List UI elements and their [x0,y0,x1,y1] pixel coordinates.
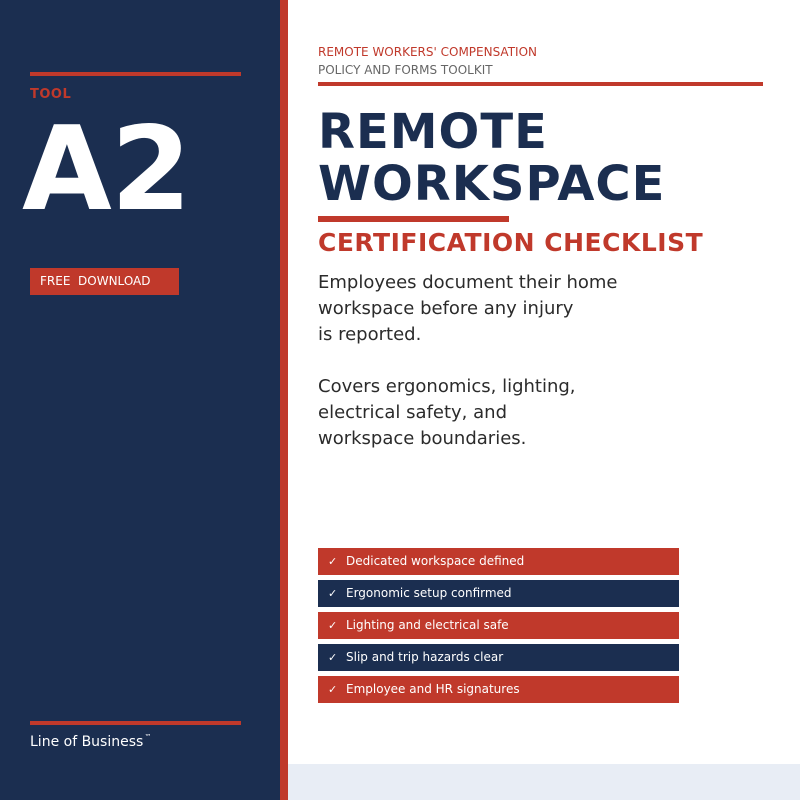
checklist-item-label: Slip and trip hazards clear [346,650,504,664]
page-title [318,106,665,210]
coverage-line: Covers ergonomics, lighting, [318,376,576,397]
checklist-item [318,644,679,671]
intro-line: Employees document their home [318,272,618,293]
coverage-line: electrical safety, and [318,402,507,423]
title-line-2: WORKSPACE [318,156,666,212]
title-rule [318,216,509,222]
check-icon: ✓ [328,683,338,696]
footer-band [288,764,800,800]
check-icon: ✓ [328,651,338,664]
intro-line: is reported. [318,324,422,345]
sidebar-bottom-rule [30,721,241,725]
checklist-item-label: Dedicated workspace defined [346,554,525,568]
coverage-paragraph [318,374,576,452]
free-download-button[interactable]: FREE DOWNLOAD [30,268,179,295]
divider-stripe [280,0,288,800]
page-subtitle: CERTIFICATION CHECKLIST [318,228,704,257]
checklist-item-label: Employee and HR signatures [346,682,520,696]
header-rule [318,82,763,86]
title-line-1: REMOTE [318,104,548,160]
check-icon: ✓ [328,587,338,600]
brand-text: Line of Business [30,734,144,750]
tool-code: A2 [22,102,191,237]
checklist-item [318,612,679,639]
tool-label: TOOL [30,87,72,102]
check-icon: ✓ [328,555,338,568]
coverage-line: workspace boundaries. [318,428,527,449]
trademark-mark: ™ [144,733,152,741]
brand-name [30,734,151,750]
check-icon: ✓ [328,619,338,632]
checklist-item-label: Lighting and electrical safe [346,618,509,632]
kicker-line-1: REMOTE WORKERS' COMPENSATION [318,45,537,59]
intro-paragraph [318,270,617,348]
checklist-item [318,548,679,575]
kicker-line-2: POLICY AND FORMS TOOLKIT [318,63,493,77]
checklist [318,548,679,708]
intro-line: workspace before any injury [318,298,574,319]
checklist-item [318,676,679,703]
checklist-item-label: Ergonomic setup confirmed [346,586,512,600]
checklist-item [318,580,679,607]
sidebar-top-rule [30,72,241,76]
